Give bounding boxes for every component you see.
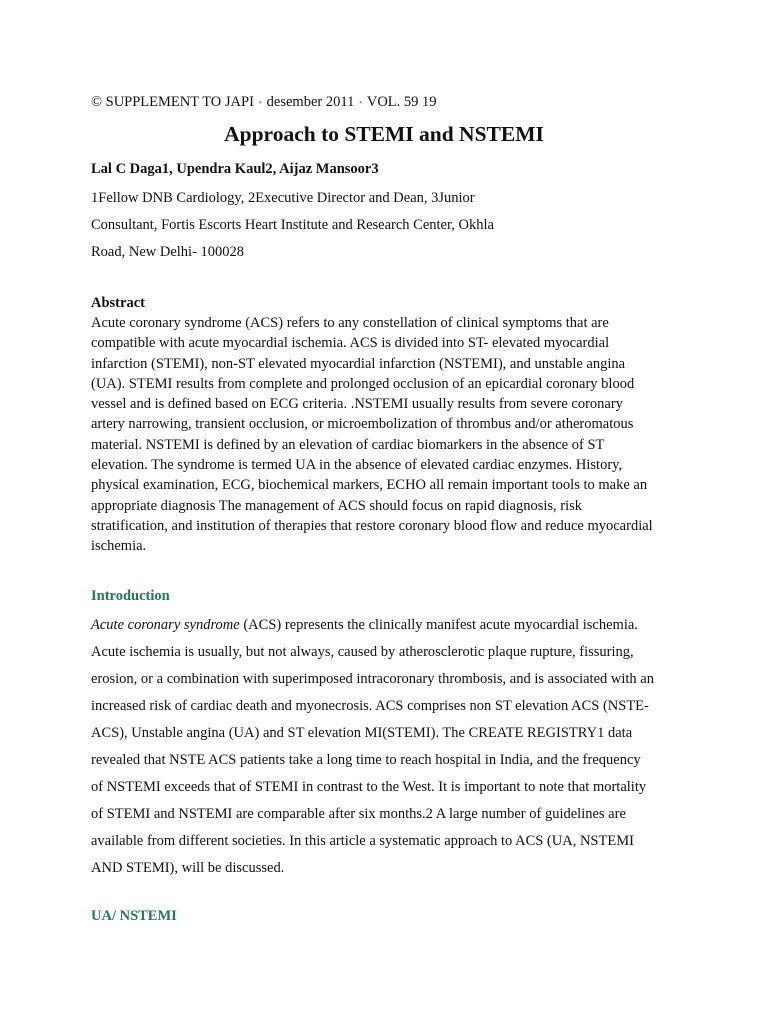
introduction-line: revealed that NSTE ACS patients take a long time to reach hospital in India, and the frequency	[91, 752, 641, 768]
introduction-line: ACS), Unstable angina (UA) and ST elevation MI(STEMI). The CREATE REGISTRY1 data	[91, 725, 633, 741]
journal-volume: VOL. 59 19	[366, 94, 437, 110]
abstract-line: artery narrowing, transient occlusion, or microembolization of thrombus and/or atheromatous	[91, 416, 634, 433]
journal-date: desember 2011	[266, 94, 355, 110]
abstract-line: vessel and is defined based on ECG criteria. .NSTEMI usually results from severe coronary	[91, 396, 623, 413]
introduction-body	[91, 612, 654, 882]
abstract-line: elevation. The syndrome is termed UA in the absence of elevated cardiac enzymes. History,	[91, 457, 623, 474]
header-separator: •	[258, 98, 263, 109]
abstract-line: stratification, and institution of therapies that restore coronary blood flow and reduce myocardial	[91, 517, 653, 534]
abstract-line: appropriate diagnosis The management of ACS should focus on rapid diagnosis, risk	[91, 497, 583, 514]
introduction-line: AND STEMI), will be discussed.	[91, 860, 285, 876]
abstract-line: physical examination, ECG, biochemical markers, ECHO all remain important tools to make an	[91, 477, 648, 494]
abstract-line: (UA). STEMI results from complete and prolonged occlusion of an epicardial coronary blood	[91, 375, 635, 392]
introduction-italic-term: Acute coronary syndrome	[91, 617, 240, 633]
affiliation-line: Consultant, Fortis Escorts Heart Institute and Research Center, Okhla	[91, 217, 494, 233]
abstract-body	[91, 313, 691, 557]
abstract-line: ischemia.	[91, 538, 147, 555]
introduction-line	[91, 612, 654, 639]
journal-copyright: © SUPPLEMENT TO JAPI	[91, 94, 254, 110]
introduction-line-rest: (ACS) represents the clinically manifest acute myocardial ischemia.	[239, 617, 638, 633]
introduction-line: available from different societies. In this article a systematic approach to ACS (UA, NSTEMI	[91, 833, 634, 849]
abstract-heading: Abstract	[91, 295, 145, 311]
introduction-line: of STEMI and NSTEMI are comparable after six months.2 A large number of guidelines are	[91, 806, 626, 822]
introduction-line: increased risk of cardiac death and myonecrosis. ACS comprises non ST elevation ACS (NSTE-	[91, 698, 649, 714]
header-separator: •	[358, 98, 363, 109]
author-list: Lal C Daga1, Upendra Kaul2, Aijaz Mansoor3	[91, 161, 379, 177]
abstract-line: Acute coronary syndrome (ACS) refers to any constellation of clinical symptoms that are	[91, 315, 609, 331]
ua-nstemi-heading: UA/ NSTEMI	[91, 908, 177, 924]
introduction-heading: Introduction	[91, 588, 170, 604]
abstract-line: material. NSTEMI is defined by an elevation of cardiac biomarkers in the absence of ST	[91, 436, 605, 453]
introduction-line: Acute ischemia is usually, but not always, caused by atherosclerotic plaque rupture, fissuring,	[91, 644, 634, 660]
abstract-line: infarction (STEMI), non-ST elevated myocardial infarction (NSTEMI), and unstable angina	[91, 355, 626, 372]
journal-header	[91, 92, 437, 114]
affiliation-line: Road, New Delhi- 100028	[91, 244, 245, 260]
abstract-line: compatible with acute myocardial ischemia. ACS is divided into ST- elevated myocardial	[91, 335, 610, 352]
affiliations	[91, 185, 494, 266]
introduction-line: of NSTEMI exceeds that of STEMI in contrast to the West. It is important to note that mortality	[91, 779, 647, 795]
affiliation-line: 1Fellow DNB Cardiology, 2Executive Director and Dean, 3Junior	[91, 190, 475, 206]
article-title: Approach to STEMI and NSTEMI	[224, 122, 544, 146]
introduction-line: erosion, or a combination with superimposed intracoronary thrombosis, and is associated with an	[91, 671, 654, 687]
